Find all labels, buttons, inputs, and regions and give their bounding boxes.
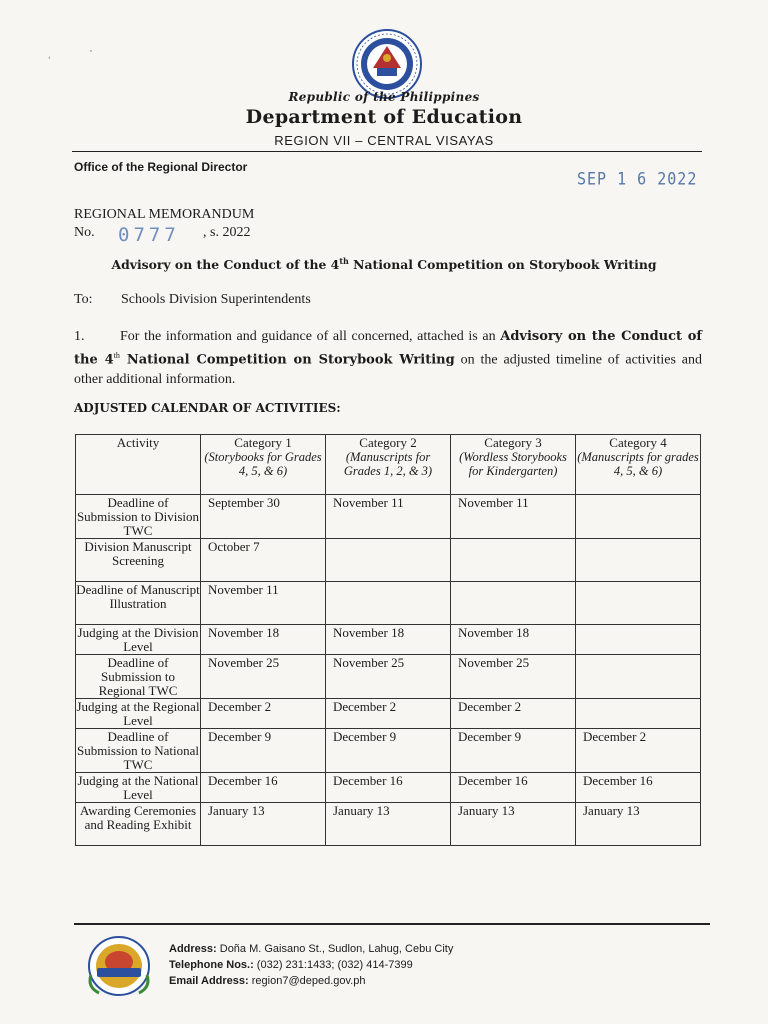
- category-1-date-cell: November 25: [201, 655, 326, 699]
- activity-cell: Deadline of Submission to Regional TWC: [76, 655, 201, 699]
- category-2-date-cell: November 25: [326, 655, 451, 699]
- header-divider: [72, 151, 702, 152]
- category-1-date-cell: September 30: [201, 495, 326, 539]
- region-vii-seal-icon: [83, 935, 155, 997]
- paragraph-text-2: on the adjusted timeline of activities and other additional information.: [74, 352, 702, 387]
- category-2-date-cell: December 16: [326, 773, 451, 803]
- memo-subject: [0, 256, 768, 272]
- footer-divider: [74, 923, 710, 925]
- memo-series: , s. 2022: [203, 225, 251, 240]
- activity-cell: Judging at the National Level: [76, 773, 201, 803]
- category-3-date-cell: January 13: [451, 803, 576, 846]
- paragraph-bold-2: National Competition on Storybook Writing: [119, 352, 455, 368]
- category-1-date-cell: October 7: [201, 539, 326, 582]
- table-row: [76, 582, 701, 625]
- republic-heading: Republic of the Philippines: [288, 90, 480, 104]
- category-3-date-cell: December 9: [451, 729, 576, 773]
- table-row: [76, 539, 701, 582]
- subject-sup: th: [339, 256, 349, 266]
- telephone-value: (032) 231:1433; (032) 414-7399: [253, 959, 413, 971]
- header-category-3: [451, 435, 576, 495]
- telephone-label: Telephone Nos.:: [169, 959, 254, 971]
- category-3-date-cell: December 16: [451, 773, 576, 803]
- received-date-stamp: SEP 1 6 2022: [577, 168, 698, 190]
- header-category-1: [201, 435, 326, 495]
- activity-cell: Deadline of Manuscript Illustration: [76, 582, 201, 625]
- subject-part-2: National Competition on Storybook Writing: [348, 257, 657, 273]
- table-row: [76, 699, 701, 729]
- activities-calendar-table: [75, 434, 701, 846]
- table-row: [76, 655, 701, 699]
- header-title: Category 1: [234, 435, 292, 450]
- header-subtitle: (Storybooks for Grades 4, 5, & 6): [204, 450, 322, 478]
- region-heading: REGION VII – CENTRAL VISAYAS: [274, 133, 494, 148]
- email-value: region7@deped.gov.ph: [248, 975, 366, 987]
- table-row: [76, 625, 701, 655]
- address-value: Doña M. Gaisano St., Sudlon, Lahug, Cebu City: [216, 943, 454, 955]
- category-2-date-cell: November 11: [326, 495, 451, 539]
- header-title: Category 2: [359, 435, 417, 450]
- memo-number-stamp: 0777: [118, 224, 180, 246]
- header-subtitle: (Manuscripts for grades 4, 5, & 6): [577, 450, 699, 478]
- activity-cell: Deadline of Submission to Division TWC: [76, 495, 200, 538]
- header-category-4: [576, 435, 701, 495]
- category-2-date-cell: [326, 539, 451, 582]
- category-1-date-cell: December 2: [201, 699, 326, 729]
- category-4-date-cell: [576, 539, 701, 582]
- category-1-date-cell: January 13: [201, 803, 326, 846]
- paragraph-sup: th: [113, 351, 120, 360]
- category-4-date-cell: [576, 699, 701, 729]
- memo-no-label: No.: [74, 225, 95, 240]
- memo-type: REGIONAL MEMORANDUM: [74, 207, 255, 222]
- scan-speck: ‘: [48, 55, 51, 64]
- header-title: Activity: [116, 435, 160, 450]
- paragraph-number: 1.: [74, 329, 85, 344]
- category-3-date-cell: [451, 539, 576, 582]
- header-title: Category 3: [484, 435, 542, 450]
- header-activity: [76, 435, 201, 495]
- category-1-date-cell: November 11: [201, 582, 326, 625]
- footer-email: [169, 973, 453, 989]
- category-2-date-cell: November 18: [326, 625, 451, 655]
- category-2-date-cell: January 13: [326, 803, 451, 846]
- category-3-date-cell: [451, 582, 576, 625]
- category-4-date-cell: [576, 495, 701, 539]
- header-category-2: [326, 435, 451, 495]
- table-row: [76, 803, 701, 846]
- category-1-date-cell: December 9: [201, 729, 326, 773]
- header-title: Category 4: [609, 435, 667, 450]
- table-header-row: [76, 435, 701, 495]
- table-body: [76, 495, 701, 846]
- paragraph-text-1: For the information and guidance of all concerned, attached is an: [120, 329, 501, 344]
- subject-part-1: Advisory on the Conduct of the 4: [111, 257, 340, 273]
- category-3-date-cell: December 2: [451, 699, 576, 729]
- to-label: To:: [74, 292, 93, 307]
- category-4-date-cell: January 13: [576, 803, 701, 846]
- category-4-date-cell: [576, 625, 701, 655]
- category-1-date-cell: November 18: [201, 625, 326, 655]
- category-1-date-cell: December 16: [201, 773, 326, 803]
- office-label: Office of the Regional Director: [74, 160, 248, 174]
- activity-cell: Judging at the Regional Level: [76, 699, 200, 728]
- footer-address: [169, 941, 453, 957]
- category-4-date-cell: [576, 582, 701, 625]
- body-paragraph: [74, 327, 702, 389]
- department-heading: Department of Education: [245, 106, 523, 128]
- table-row: [76, 773, 701, 803]
- category-3-date-cell: November 18: [451, 625, 576, 655]
- table-row: [76, 729, 701, 773]
- table-row: [76, 495, 701, 539]
- category-2-date-cell: [326, 582, 451, 625]
- category-2-date-cell: December 2: [326, 699, 451, 729]
- category-4-date-cell: [576, 655, 701, 699]
- category-4-date-cell: December 16: [576, 773, 701, 803]
- header-subtitle: (Wordless Storybooks for Kindergarten): [459, 450, 567, 478]
- category-3-date-cell: November 11: [451, 495, 576, 539]
- paragraph-bold-1: Advisory on the Conduct of the 4: [74, 329, 702, 368]
- category-3-date-cell: November 25: [451, 655, 576, 699]
- footer-contact: [169, 941, 453, 989]
- header-subtitle: (Manuscripts for Grades 1, 2, & 3): [343, 450, 433, 478]
- category-2-date-cell: December 9: [326, 729, 451, 773]
- scan-speck: ,: [90, 44, 92, 53]
- activity-cell: Awarding Ceremonies and Reading Exhibit: [76, 803, 201, 846]
- calendar-heading: ADJUSTED CALENDAR OF ACTIVITIES:: [74, 401, 341, 415]
- category-4-date-cell: December 2: [576, 729, 701, 773]
- footer-telephone: [169, 957, 453, 973]
- to-recipient: Schools Division Superintendents: [121, 292, 311, 307]
- activity-cell: Judging at the Division Level: [76, 625, 201, 655]
- email-label: Email Address:: [169, 975, 249, 987]
- activity-cell: Deadline of Submission to National TWC: [76, 729, 200, 772]
- activity-cell: Division Manuscript Screening: [76, 539, 201, 582]
- address-label: Address:: [169, 943, 217, 955]
